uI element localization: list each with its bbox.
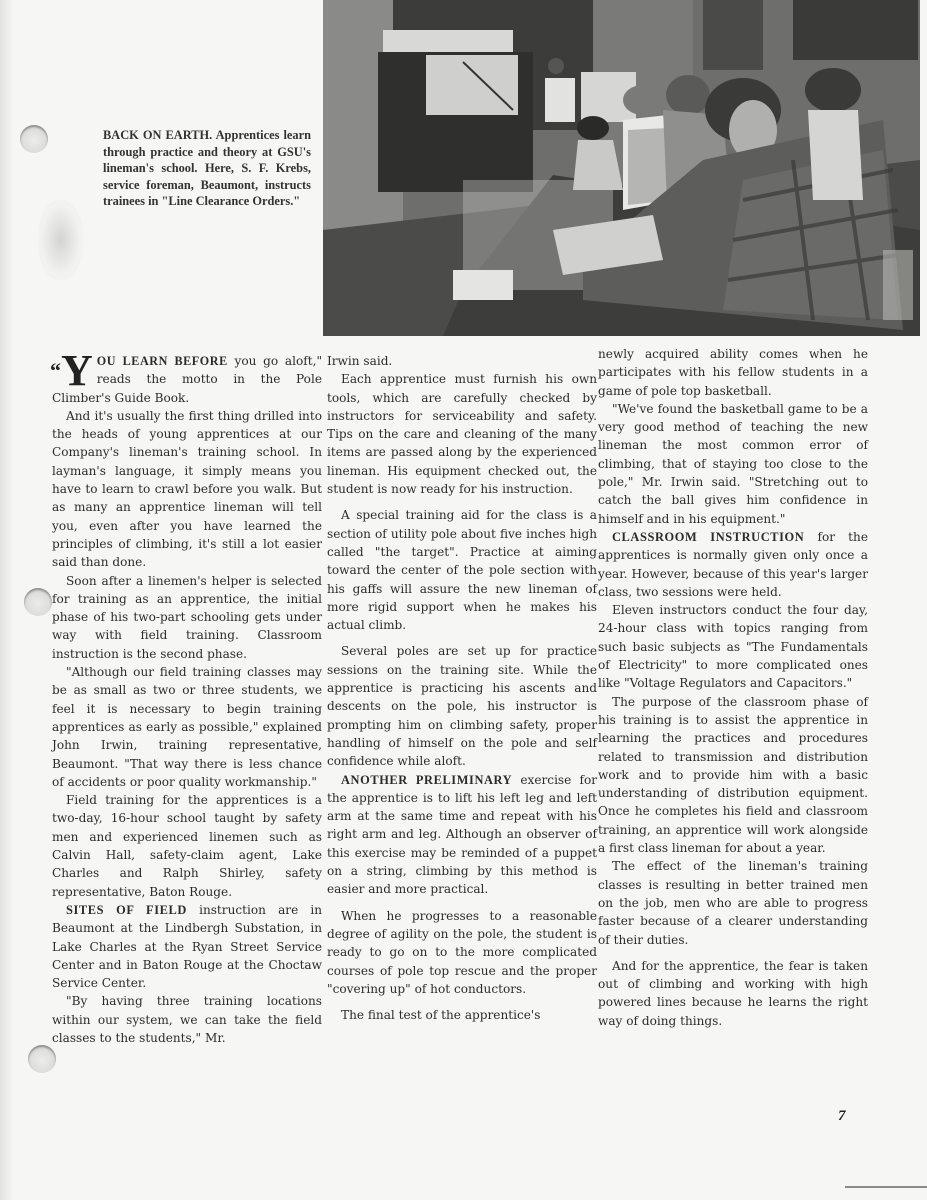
drop-cap: “Y: [50, 346, 93, 395]
paragraph: Soon after a linemen's helper is selected for training as an apprentice, the initial phase of his two-part schooling gets under way with field training. Classroom instruction is the second phase.: [52, 573, 322, 661]
paragraph: And for the apprentice, the fear is taken out of climbing and working with high powered lines because he learns the right way of doing things.: [598, 958, 868, 1028]
article-lead-paragraph: “Y OU LEARN BEFORE you go aloft," reads the motto in the Pole Climber's Guide Book.: [50, 346, 323, 405]
paragraph: newly acquired ability comes when he participates with his fellow students in a game of pole top basketball.: [598, 347, 868, 398]
photo-caption: BACK ON EARTH. Apprentices learn through practice and theory at GSU's lineman's school. Here, S. F. Krebs, service foreman, Beaumont, instructs trainees in "Line Clearance Orders.": [103, 128, 311, 208]
paragraph: When he progresses to a reasonable degree of agility on the pole, the student is ready to go on to the more complicated courses of pole top rescue and the proper "covering up" of hot conductors.: [327, 908, 597, 996]
page-smudge: [38, 200, 83, 280]
paragraph: "We've found the basketball game to be a very good method of teaching the new lineman the most common error of climbing, that of staying too close to the pole," Mr. Irwin said. "Stretching out to catch the ball gives him confidence in himself and in his equipment.": [598, 401, 868, 526]
paragraph: "Although our field training classes may be as small as two or three students, we feel it is necessary to begin training apprentices as early as possible," explained John Irwin, training representative, Beaumont. "That way there is less chance of accidents or poor quality workmanship.": [52, 665, 322, 789]
subhead-sites-of-field: SITES OF FIELD: [66, 902, 187, 917]
binder-hole-middle: [24, 588, 52, 616]
paragraph: The purpose of the classroom phase of his training is to assist the apprentice in learning the practices and procedures related to transmission and distribution work and to provide him with a basic understanding of distribution equipment. Once he completes his field and classroom training, an apprentice will work alongside a first class lineman for about a year.: [598, 694, 868, 856]
page-edge-shadow: [0, 0, 14, 1200]
paragraph: Each apprentice must furnish his own tools, which are carefully checked by instructors for serviceability and safety. Tips on the care and cleaning of the many items are passed along by the experienced lineman. His equipment checked out, the student is now ready for his instruction.: [327, 372, 597, 497]
paragraph: And it's usually the first thing drilled into the heads of young apprentices at our Company's lineman's training school. In layman's language, it simply means you have to learn to crawl before you walk. But as many an apprentice lineman will tell you, even after you have learned the principles of climbing, it's still a lot easier said than done.: [52, 408, 322, 570]
binder-hole-top: [20, 125, 48, 153]
subhead-classroom-instruction: CLASSROOM INSTRUCTION: [612, 529, 805, 544]
paragraph: SITES OF FIELD instruction are in Beaumont at the Lindbergh Substation, in Lake Charles at the Ryan Street Service Center and in Baton Rouge at the Choctaw Service Center.: [52, 902, 323, 991]
article-column-2: [327, 352, 597, 1024]
bottom-edge-line: [845, 1186, 927, 1188]
lead-bold-text: OU LEARN BEFORE: [96, 354, 228, 368]
paragraph: A special training aid for the class is a section of utility pole about five inches high called "the target". Practice at aiming toward the center of the pole section with his gaffs will assure the new lineman of more rigid support when he makes his actual climb.: [327, 508, 597, 633]
paragraph: Eleven instructors conduct the four day, 24-hour class with topics ranging from such basic subjects as "The Fundamentals of Electricity" to more complicated ones like "Voltage Regulators and Capacitors.": [598, 603, 868, 691]
paragraph: ANOTHER PRELIMINARY exercise for the apprentice is to lift his left leg and left arm at the same time and repeat with his right arm and leg. Although an observer of this exercise may be reminded of a puppet on a string, climbing by this method is easier and more practical.: [327, 772, 598, 897]
article-column-3: [598, 345, 868, 1030]
article-column-1: [50, 346, 323, 1047]
subhead-another-preliminary: ANOTHER PRELIMINARY: [341, 772, 513, 787]
paragraph: The effect of the lineman's training classes is resulting in better trained men on the job, men who are able to progress faster because of a clearer understanding of their duties.: [598, 859, 868, 947]
classroom-photo: [323, 0, 920, 336]
binder-hole-bottom: [28, 1045, 56, 1073]
page-number: 7: [838, 1108, 846, 1124]
paragraph: Several poles are set up for practice sessions on the training site. While the apprentice is practicing his ascents and descents on the pole, his instructor is prompting him on climbing safety, proper handling of himself on the pole and self confidence while aloft.: [327, 644, 597, 769]
paragraph: Field training for the apprentices is a two-day, 16-hour school taught by safety men and experienced linemen such as Calvin Hall, safety-claim agent, Lake Charles and Ralph Shirley, safety representative, Baton Rouge.: [52, 793, 322, 899]
paragraph: Irwin said.: [327, 354, 393, 368]
paragraph: CLASSROOM INSTRUCTION for the apprentices is normally given only once a year. However, because of this year's larger class, two sessions were held.: [598, 529, 868, 599]
paragraph: The final test of the apprentice's: [341, 1008, 541, 1023]
paragraph: "By having three training locations within our system, we can take the field classes to the students," Mr.: [52, 994, 322, 1045]
